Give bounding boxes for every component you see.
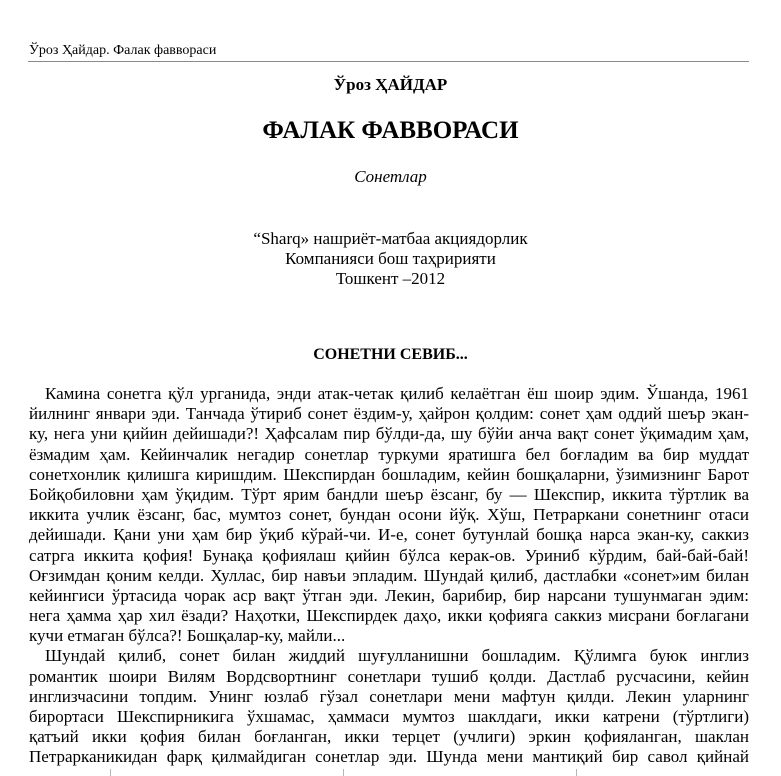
text-line: сонетхонлик қилишга киришдим. Шекспирдан бошладим, кейин бошқаларни, ўзимизнинг Барот (29, 464, 749, 484)
running-header: Ўроз Ҳайдар. Фалак фаввораси (29, 43, 217, 58)
publisher-line: Компанияси бош таҳририяти (285, 249, 496, 268)
text-line: Оғзимдан қоним келди. Хуллас, бир навъи эпладим. Шундай қилиб, дастлабки «сонет»им билан (29, 565, 749, 585)
text-line: Бойқобиловни ҳам ўқидим. Тўрт ярим бандли шеър ёзсанг, бу — Шекспир, иккита тўртлик ва (29, 484, 749, 504)
text-line: иккита учлик ёзсанг, бас, мумтоз сонет, бундан осони йўқ. Хўш, Петраркани сонетнинг отаси (29, 505, 749, 525)
book-title: ФАЛАК ФАВВОРАСИ (262, 117, 519, 144)
text-line: кучи етмаган бўлса?! Бошқалар-ку, майли... (29, 626, 346, 646)
text-line: Камина сонетга қўл урганида, энди атак-четак қилиб келаётган ёш шоир эдим. Ўшанда, 1961 (45, 384, 749, 403)
text-line: инглизчасини топдим. Унинг юзлаб гўзал сонетлари мени мафтун қилди. Лекин уларнинг (29, 686, 749, 706)
body-text (29, 384, 749, 768)
page-tick (576, 769, 577, 776)
text-line: сатрга иккита қофия! Бунақа қофиялаш қийин бўлса керак-ов. Уриниб кўрдим, бай-бай-бай! (29, 545, 749, 565)
text-line: йилнинг январи эди. Танчада ўтириб сонет ёздим-у, ҳайрон қолдим: сонет ҳам оддий шеър экан- (29, 404, 749, 424)
text-line: дейишади. Қани уни ҳам бир ўқиб кўрай-чи. И-е, сонет бутунлай бошқа нарса экан-ку, саккиз (29, 525, 749, 545)
page-tick (110, 769, 111, 776)
genre-subtitle: Сонетлар (354, 167, 427, 186)
author-name: Ўроз ҲАЙДАР (333, 75, 448, 94)
page-bottom-edge (0, 769, 781, 776)
paragraph (29, 646, 749, 767)
text-line: ку, нега уни қийин дейишади?! Ҳафсалам пир бўлди-да, шу бўйи анча вақт сонет ўқимадим ҳам, (29, 424, 749, 444)
text-line: Петрарканикидан фарқ қилмайдиган сонетлар эди. Шунда мени мантиқий бир савол қийнай (29, 747, 749, 767)
text-line: нега ҳамма ҳар хил ёзади? Наҳотки, Шекспирдек даҳо, икки қофияга саккиз мисрани боғлагани (29, 606, 749, 626)
publisher-line: Тошкент –2012 (335, 269, 446, 288)
publisher-line: “Sharq» нашриёт-матбаа акциядорлик (253, 229, 528, 248)
page-tick (343, 769, 344, 776)
header-divider (28, 61, 749, 62)
publisher-block (0, 229, 781, 289)
text-line: қатъий икки қофия билан боғланган, икки терцет (учлиги) эркин қофияланган, шаклан (29, 727, 749, 747)
text-line: романтик шоири Вилям Вордсвортнинг сонетлари тушиб қолди. Дастлаб русчасини, кейин (29, 666, 749, 686)
text-line: ёзмадим ҳам. Кейинчалик негадир сонетлар туркуми яратишга бел боғладим ва бир муддат (29, 444, 749, 464)
text-line: бирортаси Шекспирникига ўхшамас, ҳаммаси мумтоз шаклдаги, икки катрени (тўртлиги) (29, 707, 749, 726)
text-line: Шундай қилиб, сонет билан жиддий шуғулланишни бошладим. Қўлимга буюк инглиз (45, 646, 749, 666)
section-title: СОНЕТНИ СЕВИБ... (313, 346, 468, 363)
paragraph (29, 384, 749, 646)
text-line: кейингиси ўртасида чорак аср вақт ўтган эди. Лекин, барибир, бир нарсани тушунмаган эдим: (29, 585, 749, 605)
